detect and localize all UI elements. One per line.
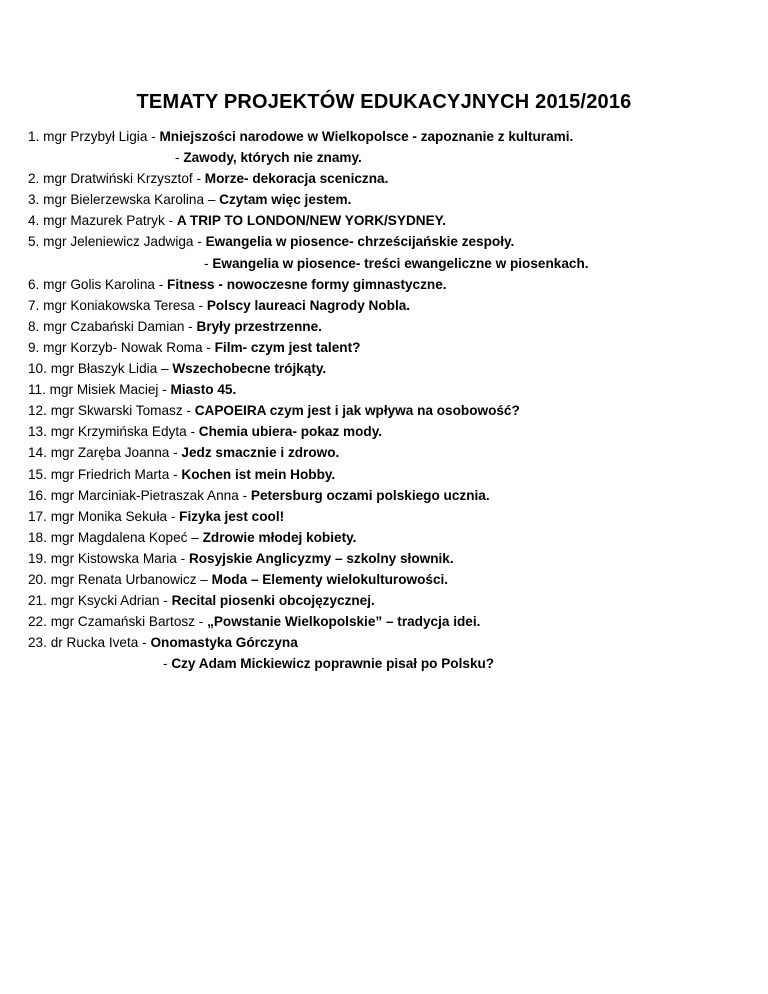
item-number: 5. <box>28 234 40 250</box>
teacher-name: mgr Koniakowska Teresa <box>43 297 195 313</box>
project-topic: Bryły przestrzenne. <box>196 318 322 334</box>
separator: - <box>176 550 189 566</box>
teacher-name: mgr Misiek Maciej <box>49 382 159 398</box>
list-item <box>28 231 758 252</box>
item-number: 13. <box>28 424 47 440</box>
separator: – <box>157 361 173 377</box>
teacher-name: mgr Friedrich Marta <box>50 466 170 482</box>
item-number: 16. <box>28 487 47 503</box>
project-topic: Film- czym jest talent? <box>214 339 361 355</box>
teacher-name: mgr Marciniak-Pietraszak Anna <box>50 487 239 503</box>
item-number: 18. <box>28 529 47 545</box>
separator: - <box>192 171 205 187</box>
teacher-name: mgr Korzyb- Nowak Roma <box>43 339 203 355</box>
separator: – <box>204 192 220 208</box>
teacher-name: mgr Krzymińska Edyta <box>50 424 187 440</box>
project-topic: Jedz smacznie i zdrowo. <box>181 445 340 461</box>
teacher-name: mgr Monika Sekuła <box>50 508 168 524</box>
item-number: 4. <box>28 213 40 229</box>
teacher-name: mgr Jeleniewicz Jadwiga <box>43 234 194 250</box>
list-item-continuation <box>28 147 758 168</box>
separator: - <box>238 487 251 503</box>
project-topic: Ewangelia w piosence- treści ewangeliczne w piosenkach. <box>212 255 589 271</box>
project-topic: Chemia ubiera- pokaz mody. <box>198 424 383 440</box>
teacher-name: mgr Renata Urbanowicz <box>50 571 197 587</box>
project-topic: Fizyka jest cool! <box>179 508 285 524</box>
item-number: 23. <box>28 635 47 651</box>
separator: - <box>182 403 195 419</box>
teacher-name: mgr Mazurek Patryk <box>43 213 165 229</box>
teacher-name: mgr Błaszyk Lidia <box>50 361 158 377</box>
teacher-name: mgr Kistowska Maria <box>50 550 177 566</box>
project-topic: „Powstanie Wielkopolskie” – tradycja idei. <box>207 614 481 630</box>
project-topic: Ewangelia w piosence- chrześcijańskie zespoły. <box>205 234 515 250</box>
separator: - <box>138 635 151 651</box>
item-number: 20. <box>28 571 47 587</box>
separator: - <box>184 318 197 334</box>
project-topic: A TRIP TO LONDON/NEW YORK/SYDNEY. <box>176 213 446 229</box>
item-number: 9. <box>28 339 40 355</box>
item-number: 21. <box>28 593 47 609</box>
item-number: 22. <box>28 614 47 630</box>
teacher-name: mgr Czamański Bartosz <box>50 614 195 630</box>
project-topic: Morze- dekoracja sceniczna. <box>204 171 389 187</box>
list-item <box>28 189 758 210</box>
separator: - <box>194 297 207 313</box>
teacher-name: mgr Skwarski Tomasz <box>50 403 183 419</box>
project-topic: Zdrowie młodej kobiety. <box>202 529 357 545</box>
project-topic: Polscy laureaci Nagrody Nobla. <box>206 297 411 313</box>
separator: - <box>202 339 215 355</box>
teacher-name: mgr Bielerzewska Karolina <box>43 192 205 208</box>
list-item <box>28 632 758 653</box>
list-item <box>28 400 758 421</box>
list-item <box>28 421 758 442</box>
list-item <box>28 590 758 611</box>
separator: - <box>175 150 184 166</box>
separator: - <box>167 508 180 524</box>
project-topic: Czytam więc jestem. <box>219 192 352 208</box>
list-item <box>28 358 758 379</box>
project-topic-list <box>28 126 758 674</box>
list-item <box>28 316 758 337</box>
item-number: 17. <box>28 508 47 524</box>
item-number: 11. <box>28 382 46 398</box>
list-item <box>28 126 758 147</box>
list-item-continuation <box>28 653 758 674</box>
separator: – <box>187 529 203 545</box>
project-topic: Moda – Elementy wielokulturowości. <box>211 571 449 587</box>
teacher-name: mgr Przybył Ligia <box>43 129 148 144</box>
project-topic: Zawody, których nie znamy. <box>183 150 362 166</box>
separator: - <box>164 213 177 229</box>
separator: - <box>194 614 208 630</box>
project-topic: Czy Adam Mickiewicz poprawnie pisał po Polsku? <box>171 656 495 672</box>
project-topic: Petersburg oczami polskiego ucznia. <box>250 487 490 503</box>
list-item <box>28 168 758 189</box>
list-item <box>28 464 758 485</box>
project-topic: Kochen ist mein Hobby. <box>181 466 336 482</box>
teacher-name: dr Rucka Iveta <box>50 635 139 651</box>
separator: - <box>169 466 182 482</box>
list-item <box>28 295 758 316</box>
item-number: 3. <box>28 192 40 208</box>
separator: - <box>193 234 206 250</box>
project-topic: Wszechobecne trójkąty. <box>172 361 327 377</box>
project-topic: CAPOEIRA czym jest i jak wpływa na osobowość? <box>194 403 520 419</box>
list-item <box>28 527 758 548</box>
list-item <box>28 210 758 231</box>
teacher-name: mgr Zaręba Joanna <box>50 445 170 461</box>
project-topic: Mniejszości narodowe w Wielkopolsce - zapoznanie z kulturami. <box>159 129 574 144</box>
list-item <box>28 442 758 463</box>
project-topic: Rosyjskie Anglicyzmy – szkolny słownik. <box>188 550 454 566</box>
list-item <box>28 569 758 590</box>
list-item <box>28 379 758 400</box>
item-number: 6. <box>28 276 40 292</box>
teacher-name: mgr Golis Karolina <box>43 276 155 292</box>
separator: - <box>204 255 213 271</box>
separator: - <box>154 276 168 292</box>
item-number: 19. <box>28 550 47 566</box>
separator: - <box>163 656 172 672</box>
document-title: TEMATY PROJEKTÓW EDUKACYJNYCH 2015/2016 <box>136 91 632 113</box>
list-item <box>28 548 758 569</box>
separator: - <box>159 593 172 609</box>
separator: - <box>158 382 171 398</box>
project-topic: Recital piosenki obcojęzycznej. <box>171 593 375 609</box>
item-number: 7. <box>28 297 40 313</box>
item-number: 8. <box>28 318 40 334</box>
item-number: 15. <box>28 466 47 482</box>
item-number: 12. <box>28 403 47 419</box>
list-item <box>28 611 758 632</box>
project-topic: Miasto 45. <box>170 382 237 398</box>
list-item <box>28 506 758 527</box>
project-topic: Onomastyka Górczyna <box>150 635 298 651</box>
list-item-continuation <box>28 253 758 274</box>
list-item <box>28 274 758 295</box>
project-topic: Fitness - nowoczesne formy gimnastyczne. <box>167 276 447 292</box>
item-number: 14. <box>28 445 47 461</box>
separator: - <box>169 445 182 461</box>
separator: – <box>196 571 212 587</box>
teacher-name: mgr Czabański Damian <box>43 318 185 334</box>
list-item <box>28 485 758 506</box>
separator: - <box>186 424 199 440</box>
teacher-name: mgr Dratwiński Krzysztof <box>43 171 193 187</box>
item-number: 10. <box>28 361 47 377</box>
teacher-name: mgr Magdalena Kopeć <box>50 529 188 545</box>
item-number: 1. <box>28 129 40 144</box>
teacher-name: mgr Ksycki Adrian <box>50 593 160 609</box>
list-item <box>28 337 758 358</box>
separator: - <box>147 129 160 144</box>
item-number: 2. <box>28 171 40 187</box>
